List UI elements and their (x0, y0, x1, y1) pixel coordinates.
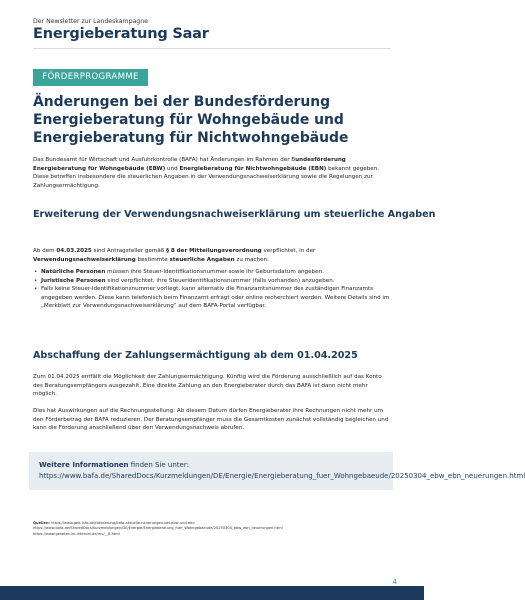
intro-paragraph (33, 156, 393, 190)
list-item-bold: Natürliche Personen (41, 269, 106, 275)
section2-heading: Abschaffung der Zahlungsermächtigung ab dem 01.04.2025 (33, 350, 358, 361)
section1-paragraph (33, 247, 393, 264)
bullet-icon: • (34, 286, 38, 292)
sources-block (33, 521, 393, 537)
source-link-3[interactable]: https://www.gesetze-im-internet.de/mv/__8.html (33, 531, 120, 536)
s1-bold-4: steuerliche Angaben (169, 256, 235, 263)
info-box (29, 452, 525, 490)
list-item-text: sind verpflichtet, ihre Steueridentifikationsnummer (falls vorhanden) anzugeben. (105, 277, 335, 284)
s1-text-2: sind Antragsteller gemäß (91, 248, 167, 254)
s1-bold-1: 04.03.2025 (56, 248, 92, 254)
info-link-text[interactable]: finden Sie unter: https://www.bafa.de/SharedDocs/Kurzmeldungen/DE/Energie/Energieberatung_fuer_Wohngebaeude/20250304_ebw_ebn_neuerungen.html (39, 461, 525, 480)
section2-paragraph-1: Zum 01.04.2025 entfällt die Möglichkeit der Zahlungsermächtigung. Künftig wird die Förderung ausschließlich auf das Konto des Beratungsempfängers ausgezahlt. Eine direkte Zahlung an den Energieberater durch das BAFA ist dann nicht mehr möglich. (33, 374, 382, 397)
page-number: 4 (392, 578, 397, 586)
s1-text-1: Ab dem (33, 248, 57, 254)
footer-bar (0, 586, 424, 600)
info-label: Weitere Informationen (39, 461, 129, 469)
s1-text-3: verpflichtet, in der (261, 248, 316, 254)
list-item (33, 277, 393, 286)
category-badge: FÖRDERPROGRAMME (33, 69, 148, 86)
sources-label: Quellen: (33, 521, 50, 525)
intro-bold-2: Energieberatung für Nichtwohngebäude (EBN) (179, 165, 327, 172)
list-item-text: müssen ihre Steuer-Identifikationsnummer sowie ihr Geburtsdatum angeben. (105, 269, 324, 275)
intro-text-3: bekannt gegeben. Diese betreffen insbesondere die steuerlichen Angaben in der Verwendungsnachweiserklärung sowie die Regelungen zur Zahlungsermächtigung. (33, 165, 380, 189)
s1-bold-3: Verwendungsnachweiserklärung (33, 256, 136, 263)
info-text (39, 460, 525, 481)
intro-text-2: und (165, 165, 180, 172)
bullet-icon: • (34, 277, 38, 284)
intro-bold-1: undesförderung Energieberatung für Wohngebäude (EBW) (33, 157, 346, 172)
bullet-icon: • (34, 269, 38, 275)
source-link-2[interactable]: https://www.bafa.de/SharedDocs/Kurzmeldungen/DE/Energie/Energieberatung_fuer_Wohngebaeude/20250304_ebw_ebn_neuerungen.html (33, 526, 283, 531)
list-item-text: Falls keine Steuer-Identifikationsnummer vorliegt, kann alternativ die Finanzamtsnummer des zuständigen Finanzamts angegeben werden. Diese kann telefonisch beim Finanzamt erfragt oder online recherchiert werden. Weitere Details sind im „Merkblatt zur Verwendungsnachweiserklärung“ auf dem BAFA-Portal verfügbar. (41, 286, 390, 309)
header-divider (33, 48, 391, 49)
s1-text-5: zu machen: (234, 256, 270, 263)
source-link-1[interactable]: https://www.geb-info.de/foerderung/bafa-aktuelle-neuerungen-bei-ebw-und-ebn (49, 521, 195, 525)
s1-bold-2: § 8 der Mitteilungsverordnung (166, 248, 262, 254)
section1-heading: Erweiterung der Verwendungsnachweiserklärung um steuerliche Angaben (33, 209, 436, 220)
article-headline: Änderungen bei der Bundesförderung Energieberatung für Wohngebäude und Energieberatung für Nichtwohngebäude (33, 94, 349, 146)
list-item (33, 285, 393, 311)
newsletter-kicker: Der Newsletter zur Landeskampagne (33, 18, 148, 25)
section2-paragraph-2: Dies hat Auswirkungen auf die Rechnungsstellung: Ab diesem Datum dürfen Energieberater ihre Rechnungen nicht mehr um den Förderbetrag der BAFA reduzieren. Der Beratungsempfänger muss die Gesamtkosten zunächst vollständig begleichen und kann die Förderung anschließend über den Verwendungsnachweis abrufen. (33, 408, 389, 431)
intro-text-1: Das Bundesamt für Wirtschaft und Ausfuhrkontrolle (BAFA) hat Änderungen im Rahmen der B (33, 157, 296, 163)
list-item (33, 268, 393, 277)
list-item-bold: Juristische Personen (41, 277, 106, 284)
masthead-title: Energieberatung Saar (33, 26, 209, 42)
s1-text-4: bestimmte (135, 256, 170, 263)
requirements-list (33, 268, 393, 311)
